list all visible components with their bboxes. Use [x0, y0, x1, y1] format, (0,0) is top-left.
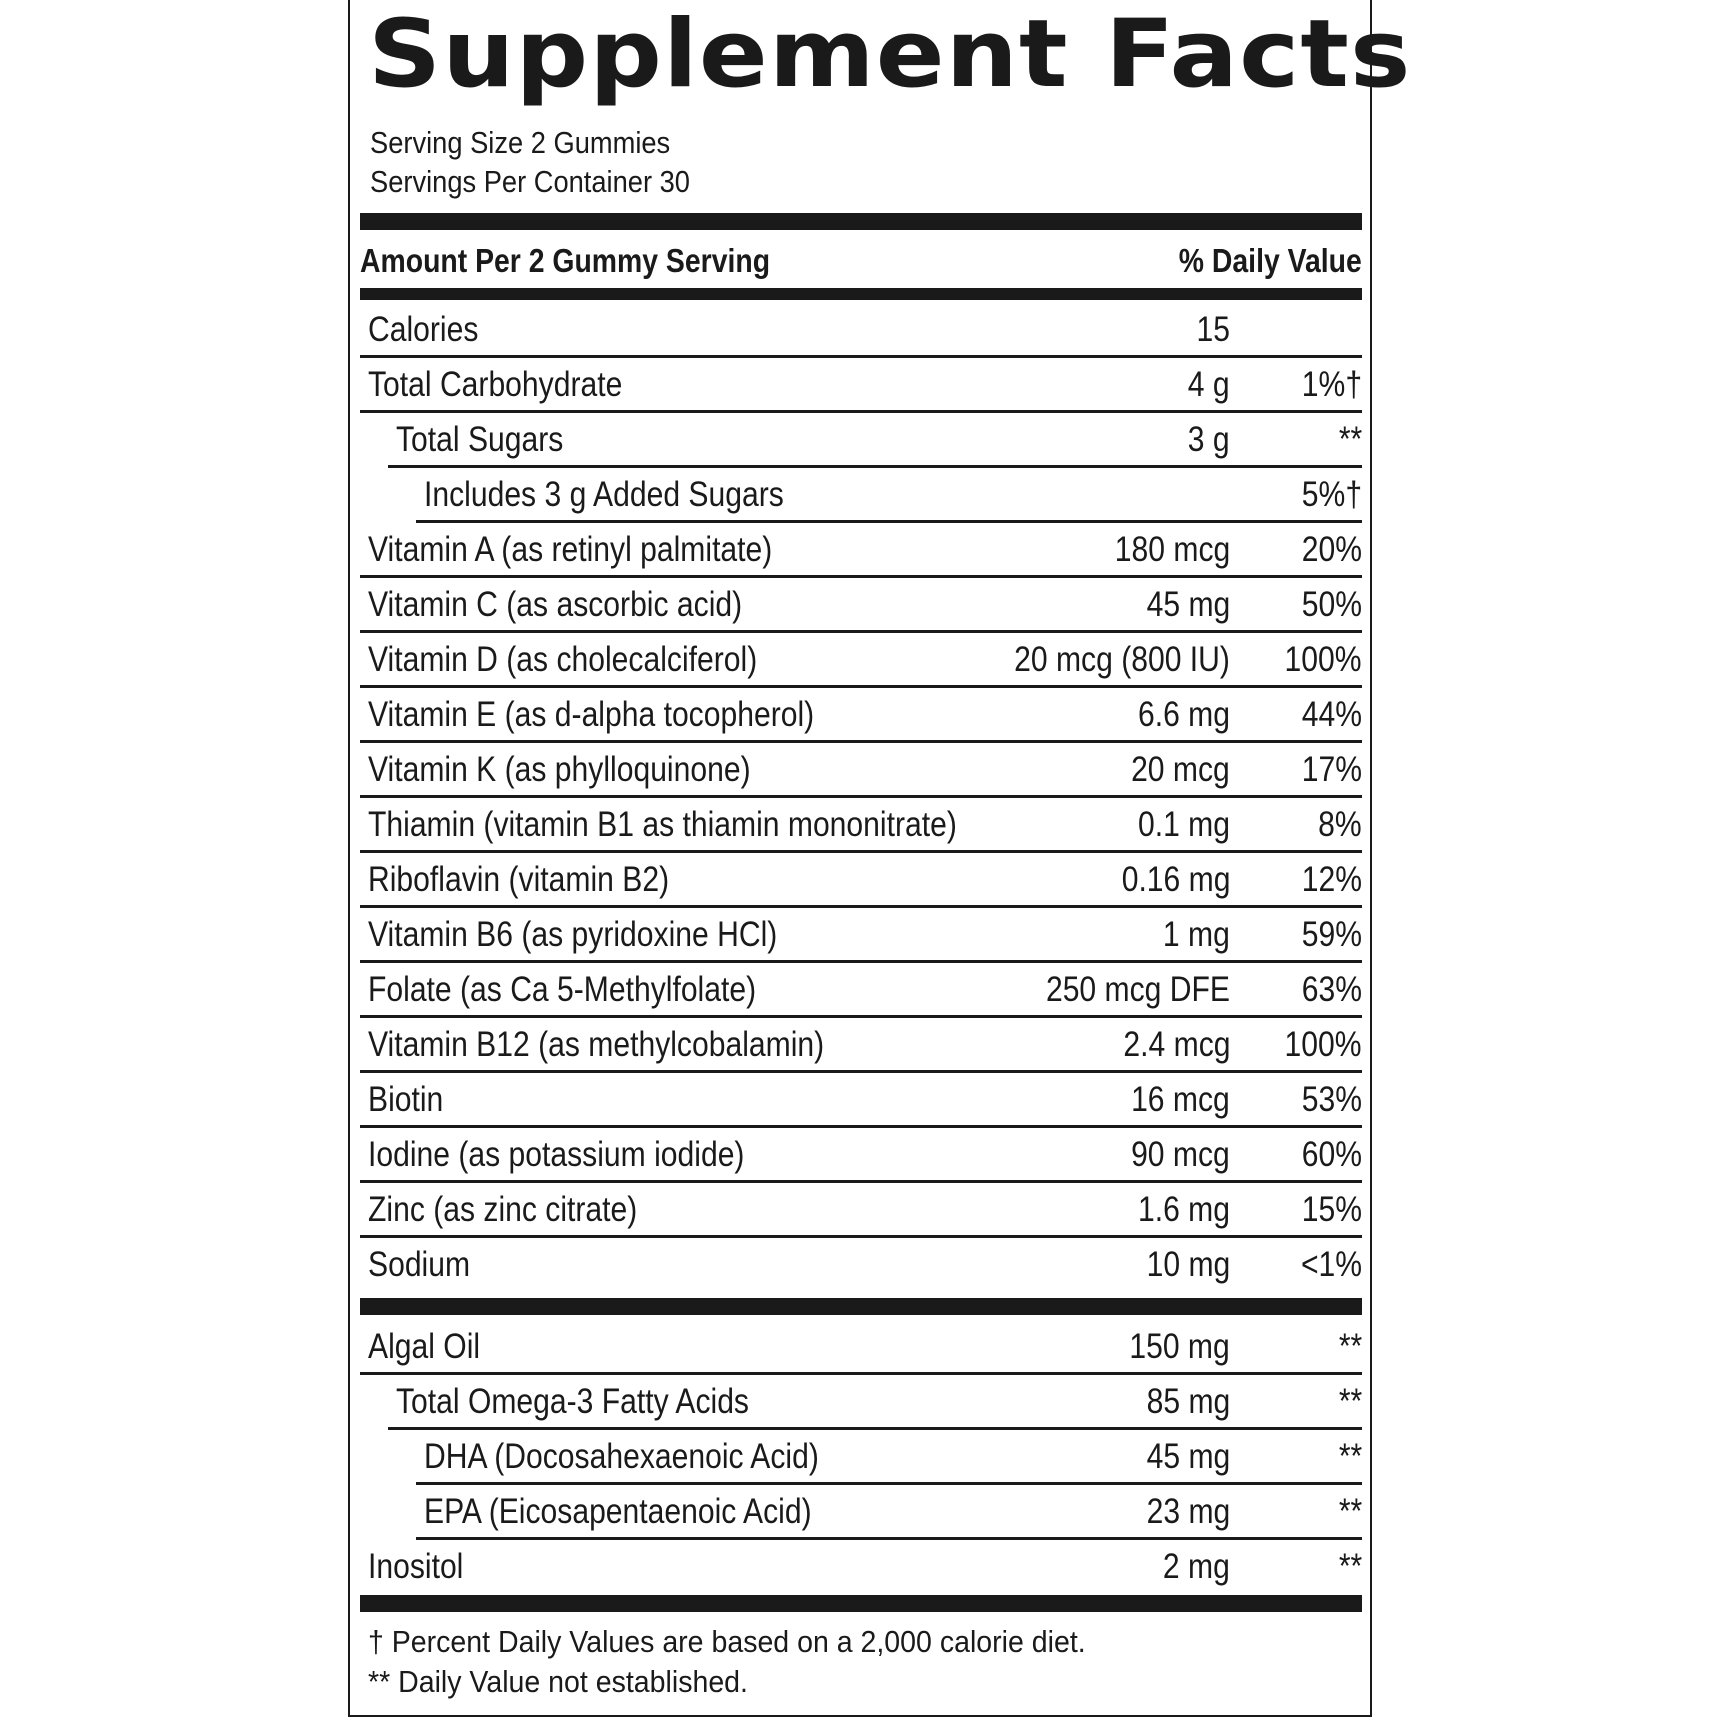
- nutrient-amount: 16 mcg: [1131, 1080, 1230, 1119]
- table-row: [360, 578, 1362, 633]
- nutrient-daily-value: 1%†: [1301, 365, 1362, 404]
- nutrient-amount: 3 g: [1188, 420, 1230, 459]
- nutrient-daily-value: **: [1338, 1382, 1362, 1421]
- nutrient-daily-value: **: [1338, 1547, 1362, 1586]
- nutrient-amount: 85 mg: [1146, 1382, 1230, 1421]
- table-row: [416, 1485, 1362, 1540]
- thick-divider: [360, 213, 1362, 230]
- nutrient-amount: 20 mcg: [1131, 750, 1230, 789]
- nutrient-daily-value: 15%: [1301, 1190, 1362, 1229]
- nutrient-daily-value: **: [1338, 1327, 1362, 1366]
- footnote-not-established: ** Daily Value not established.: [368, 1664, 748, 1699]
- nutrient-daily-value: 5%†: [1301, 475, 1362, 514]
- nutrient-name: Vitamin B6 (as pyridoxine HCl): [368, 915, 778, 954]
- nutrient-name: Folate (as Ca 5-Methylfolate): [368, 970, 757, 1009]
- nutrient-name: Sodium: [368, 1245, 471, 1284]
- nutrient-name: Vitamin C (as ascorbic acid): [368, 585, 743, 624]
- nutrient-name: DHA (Docosahexaenoic Acid): [424, 1437, 819, 1476]
- nutrient-name: Total Omega-3 Fatty Acids: [396, 1382, 749, 1421]
- nutrient-name: Vitamin D (as cholecalciferol): [368, 640, 758, 679]
- nutrient-amount: 250 mcg DFE: [1045, 970, 1230, 1009]
- nutrient-amount: 1.6 mg: [1137, 1190, 1230, 1229]
- nutrient-amount: 15: [1196, 310, 1230, 349]
- nutrient-name: Vitamin K (as phylloquinone): [368, 750, 751, 789]
- nutrient-amount: 45 mg: [1146, 1437, 1230, 1476]
- nutrient-daily-value: 60%: [1301, 1135, 1362, 1174]
- footnote-daily-values: † Percent Daily Values are based on a 2,000 calorie diet.: [368, 1624, 1086, 1659]
- table-row: [360, 688, 1362, 743]
- amount-header: Amount Per 2 Gummy Serving: [360, 242, 771, 279]
- nutrient-name: Inositol: [368, 1547, 464, 1586]
- nutrient-name: Total Carbohydrate: [368, 365, 623, 404]
- table-row: [416, 1430, 1362, 1485]
- supplement-facts-panel: [348, 0, 1412, 1717]
- nutrient-name: Vitamin B12 (as methylcobalamin): [368, 1025, 825, 1064]
- nutrient-amount: 0.16 mg: [1121, 860, 1230, 899]
- nutrient-name: Riboflavin (vitamin B2): [368, 860, 670, 899]
- nutrient-name: Iodine (as potassium iodide): [368, 1135, 745, 1174]
- nutrient-daily-value: **: [1338, 420, 1362, 459]
- nutrient-name: Includes 3 g Added Sugars: [424, 475, 784, 514]
- nutrient-name: Vitamin E (as d-alpha tocopherol): [368, 695, 815, 734]
- table-row: [388, 413, 1362, 468]
- nutrient-amount: 23 mg: [1146, 1492, 1230, 1531]
- table-row: [360, 1073, 1362, 1128]
- nutrient-daily-value: 59%: [1301, 915, 1362, 954]
- nutrient-daily-value: **: [1338, 1492, 1362, 1531]
- table-row: [360, 1128, 1362, 1183]
- nutrient-daily-value: 53%: [1301, 1080, 1362, 1119]
- nutrient-amount: 1 mg: [1163, 915, 1230, 954]
- thick-divider: [360, 1595, 1362, 1612]
- nutrient-daily-value: 8%: [1318, 805, 1362, 844]
- table-row: [360, 798, 1362, 853]
- table-row: [360, 1540, 1362, 1595]
- medium-divider: [360, 288, 1362, 300]
- nutrient-daily-value: <1%: [1300, 1245, 1362, 1284]
- nutrient-amount: 0.1 mg: [1137, 805, 1230, 844]
- table-row: [360, 1320, 1362, 1375]
- nutrient-daily-value: 100%: [1285, 1025, 1362, 1064]
- thick-divider: [360, 1298, 1362, 1315]
- table-row: [416, 468, 1362, 523]
- nutrient-amount: 150 mg: [1129, 1327, 1230, 1366]
- table-row: [360, 1018, 1362, 1073]
- table-row: [360, 303, 1362, 358]
- nutrient-name: Vitamin A (as retinyl palmitate): [368, 530, 773, 569]
- nutrient-daily-value: 12%: [1301, 860, 1362, 899]
- table-row: [360, 743, 1362, 798]
- nutrient-amount: 45 mg: [1146, 585, 1230, 624]
- nutrient-daily-value: 17%: [1301, 750, 1362, 789]
- nutrient-amount: 2.4 mcg: [1122, 1025, 1230, 1064]
- nutrient-name: Thiamin (vitamin B1 as thiamin mononitrate): [368, 805, 957, 844]
- table-row: [388, 1375, 1362, 1430]
- nutrient-daily-value: 50%: [1301, 585, 1362, 624]
- table-row: [360, 853, 1362, 908]
- table-row: [360, 358, 1362, 413]
- nutrient-amount: 4 g: [1188, 365, 1230, 404]
- table-row: [360, 908, 1362, 963]
- table-row: [360, 1183, 1362, 1238]
- nutrient-name: EPA (Eicosapentaenoic Acid): [424, 1492, 812, 1531]
- nutrient-daily-value: 63%: [1301, 970, 1362, 1009]
- table-row: [360, 523, 1362, 578]
- nutrient-amount: 2 mg: [1163, 1547, 1230, 1586]
- nutrient-amount: 20 mcg (800 IU): [1014, 640, 1230, 679]
- nutrient-name: Total Sugars: [396, 420, 564, 459]
- dv-header: % Daily Value: [1179, 242, 1362, 279]
- nutrient-daily-value: 100%: [1285, 640, 1362, 679]
- nutrient-name: Zinc (as zinc citrate): [368, 1190, 638, 1229]
- nutrient-amount: 10 mg: [1146, 1245, 1230, 1284]
- nutrient-amount: 90 mcg: [1131, 1135, 1230, 1174]
- nutrient-amount: 180 mcg: [1114, 530, 1230, 569]
- nutrient-name: Biotin: [368, 1080, 444, 1119]
- panel-title: Supplement Facts: [368, 0, 1412, 109]
- nutrient-name: Algal Oil: [368, 1327, 481, 1366]
- table-row: [360, 633, 1362, 688]
- table-row: [360, 1238, 1362, 1293]
- nutrient-daily-value: 44%: [1301, 695, 1362, 734]
- serving-size: Serving Size 2 Gummies: [370, 125, 671, 160]
- table-row: [360, 963, 1362, 1018]
- column-header: [360, 236, 1362, 286]
- nutrient-name: Calories: [368, 310, 479, 349]
- servings-per-container: Servings Per Container 30: [370, 164, 690, 199]
- nutrient-daily-value: **: [1338, 1437, 1362, 1476]
- nutrient-amount: 6.6 mg: [1137, 695, 1230, 734]
- nutrient-daily-value: 20%: [1301, 530, 1362, 569]
